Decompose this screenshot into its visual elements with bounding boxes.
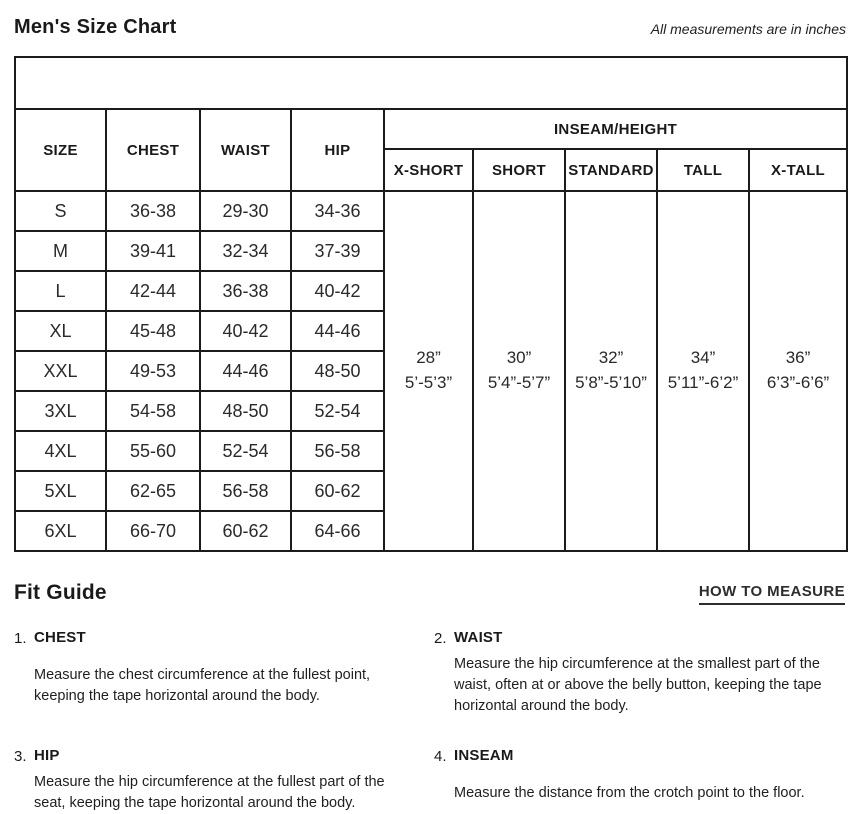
waist-value: 52-54 bbox=[200, 431, 291, 471]
mens-banner bbox=[15, 57, 847, 109]
arctix-x-logo-icon bbox=[784, 63, 836, 103]
chest-value: 55-60 bbox=[106, 431, 200, 471]
item-number: 3. bbox=[14, 748, 27, 766]
column-header-hip: HIP bbox=[291, 109, 384, 191]
inseam-length: 32” bbox=[598, 348, 624, 368]
chest-value: 49-53 bbox=[106, 351, 200, 391]
hip-value: 37-39 bbox=[291, 231, 384, 271]
column-header-short: SHORT bbox=[473, 149, 565, 191]
chest-value: 54-58 bbox=[106, 391, 200, 431]
item-title: HIP bbox=[34, 747, 60, 765]
inseam-cell-tall bbox=[657, 191, 749, 551]
column-header-standard: STANDARD bbox=[565, 149, 657, 191]
fit-guide-item-chest bbox=[14, 629, 420, 717]
chest-value: 66-70 bbox=[106, 511, 200, 551]
inseam-cell-standard bbox=[565, 191, 657, 551]
fit-guide-title: Fit Guide bbox=[14, 581, 107, 604]
waist-value: 32-34 bbox=[200, 231, 291, 271]
table-row bbox=[15, 191, 847, 231]
waist-value: 60-62 bbox=[200, 511, 291, 551]
inseam-length: 34” bbox=[690, 348, 716, 368]
size-value: XXL bbox=[15, 351, 106, 391]
chest-value: 62-65 bbox=[106, 471, 200, 511]
size-value: 3XL bbox=[15, 391, 106, 431]
chest-value: 45-48 bbox=[106, 311, 200, 351]
inseam-length: 28” bbox=[416, 348, 441, 368]
column-header-inseam-height: INSEAM/HEIGHT bbox=[384, 109, 847, 149]
size-value: 6XL bbox=[15, 511, 106, 551]
size-value: L bbox=[15, 271, 106, 311]
size-value: S bbox=[15, 191, 106, 231]
inseam-height-range: 6’3”-6’6” bbox=[766, 373, 830, 392]
banner-label: MENS bbox=[400, 71, 462, 94]
page-header bbox=[14, 16, 846, 39]
size-value: M bbox=[15, 231, 106, 271]
fit-guide-section bbox=[14, 581, 846, 814]
hip-value: 40-42 bbox=[291, 271, 384, 311]
column-header-tall: TALL bbox=[657, 149, 749, 191]
waist-value: 36-38 bbox=[200, 271, 291, 311]
inseam-length: 36” bbox=[785, 348, 811, 368]
item-title: INSEAM bbox=[454, 747, 514, 765]
item-description: Measure the chest circumference at the fullest point, keeping the tape horizontal around the body. bbox=[34, 666, 371, 704]
waist-value: 56-58 bbox=[200, 471, 291, 511]
size-value: 5XL bbox=[15, 471, 106, 511]
column-header-waist: WAIST bbox=[200, 109, 291, 191]
chest-value: 39-41 bbox=[106, 231, 200, 271]
column-header-size: SIZE bbox=[15, 109, 106, 191]
fit-guide-item-waist bbox=[434, 629, 846, 717]
page-title: Men's Size Chart bbox=[14, 16, 177, 38]
item-title: CHEST bbox=[34, 629, 86, 646]
hip-value: 56-58 bbox=[291, 431, 384, 471]
inseam-height-range: 5’-5’3” bbox=[404, 373, 453, 392]
item-description: Measure the distance from the crotch point to the floor. bbox=[454, 784, 805, 801]
item-number: 4. bbox=[434, 748, 447, 766]
inseam-height-range: 5’4”-5’7” bbox=[487, 373, 551, 392]
measurement-note: All measurements are in inches bbox=[650, 21, 846, 37]
size-value: 4XL bbox=[15, 431, 106, 471]
hip-value: 64-66 bbox=[291, 511, 384, 551]
chest-value: 42-44 bbox=[106, 271, 200, 311]
waist-value: 44-46 bbox=[200, 351, 291, 391]
column-header-chest: CHEST bbox=[106, 109, 200, 191]
column-header-x-tall: X-TALL bbox=[749, 149, 847, 191]
inseam-cell-short bbox=[473, 191, 565, 551]
hip-value: 60-62 bbox=[291, 471, 384, 511]
how-to-measure-link[interactable]: HOW TO MEASURE bbox=[699, 583, 845, 605]
size-value: XL bbox=[15, 311, 106, 351]
hip-value: 48-50 bbox=[291, 351, 384, 391]
column-header-x-short: X-SHORT bbox=[384, 149, 473, 191]
waist-value: 48-50 bbox=[200, 391, 291, 431]
hip-value: 52-54 bbox=[291, 391, 384, 431]
item-description: Measure the hip circumference at the smallest part of the waist, often at or above the belly button, keeping the tape horizontal around the body. bbox=[454, 656, 822, 715]
fit-guide-item-inseam bbox=[434, 747, 846, 814]
inseam-cell-x-short bbox=[384, 191, 473, 551]
waist-value: 40-42 bbox=[200, 311, 291, 351]
mens-size-chart-table bbox=[14, 56, 848, 552]
inseam-height-range: 5’11”-6’2” bbox=[667, 373, 739, 392]
item-description: Measure the hip circumference at the fullest part of the seat, keeping the tape horizontal around the body. bbox=[34, 774, 385, 812]
inseam-length: 30” bbox=[506, 348, 532, 368]
item-number: 1. bbox=[14, 630, 27, 647]
item-title: WAIST bbox=[454, 629, 503, 646]
hip-value: 44-46 bbox=[291, 311, 384, 351]
inseam-cell-x-tall bbox=[749, 191, 847, 551]
waist-value: 29-30 bbox=[200, 191, 291, 231]
hip-value: 34-36 bbox=[291, 191, 384, 231]
fit-guide-item-hip bbox=[14, 747, 420, 814]
inseam-height-range: 5’8”-5’10” bbox=[575, 373, 647, 392]
item-number: 2. bbox=[434, 630, 447, 647]
chest-value: 36-38 bbox=[106, 191, 200, 231]
